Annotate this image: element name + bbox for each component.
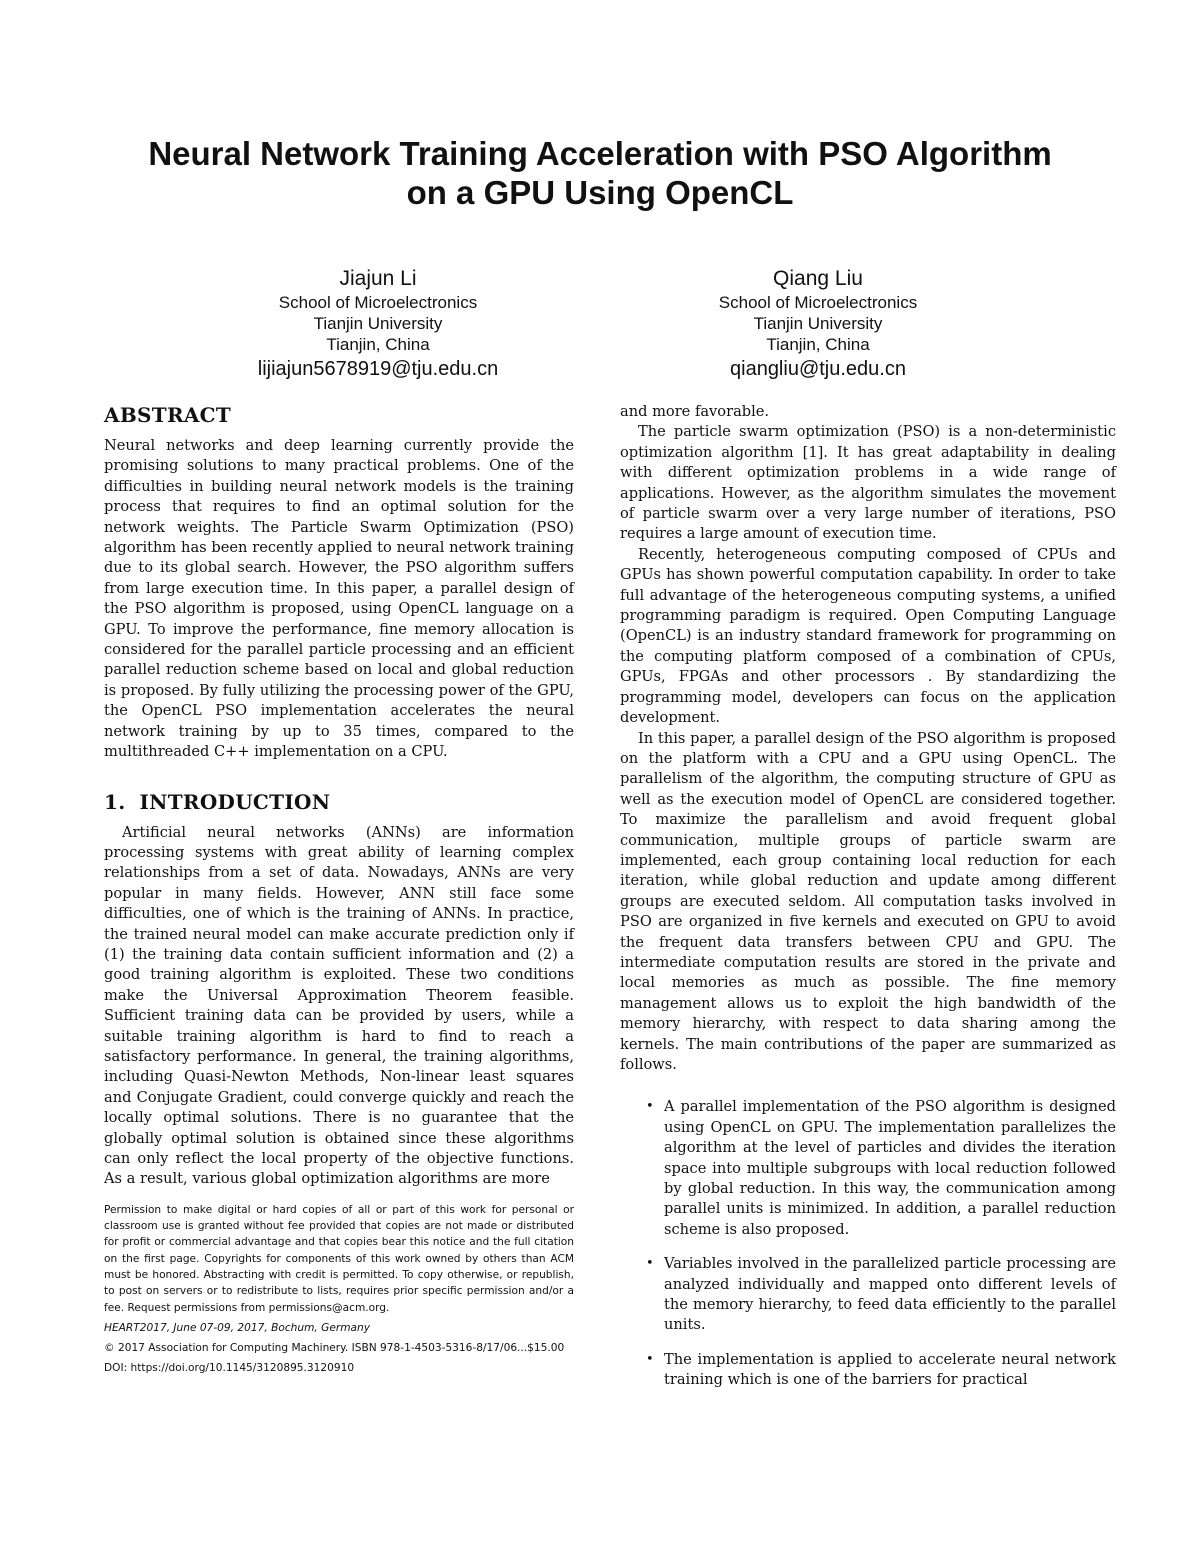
right-column	[620, 402, 1116, 1405]
section-number: 1.	[104, 789, 126, 814]
copyright-footnote	[104, 1202, 574, 1377]
bullet-icon: •	[646, 1256, 654, 1272]
list-item-text: The implementation is applied to accelerate neural network training which is one of the barriers for practical	[664, 1350, 1116, 1389]
title-line-1: Neural Network Training Acceleration with PSO Algorithm	[148, 135, 1052, 172]
author-name: Qiang Liu	[773, 267, 863, 290]
author-university: Tianjin University	[753, 314, 883, 333]
list-item-text: A parallel implementation of the PSO algorithm is designed using OpenCL on GPU. The implementation parallelizes the algorithm at the level of particles and divides the iteration space into multiple subgroups with local reduction followed by global reduction. In this way, the communication among parallel units is minimized. In addition, a parallel reduction scheme is also proposed.	[664, 1098, 1116, 1238]
intro-paragraph-1: Artificial neural networks (ANNs) are information processing systems with great ability of learning complex relationships from a set of data. Nowadays, ANNs are very popular in many fields. However, ANN still face some difficulties, one of which is the training of ANNs. In practice, the trained neural model can make accurate prediction only if (1) the training data contain sufficient information and (2) a good training algorithm is exploited. These two conditions make the Universal Approximation Theorem feasible. Sufficient training data can be provided by users, while a suitable training algorithm is hard to find to reach a satisfactory performance. In general, the training algorithms, including Quasi-Newton Methods, Non-linear least squares and Conjugate Gradient, could converge quickly and reach the locally optimal solutions. There is no guarantee that the globally optimal solution is obtained since these algorithms can only reflect the local property of the objective functions. As a result, various global optimization algorithms are more	[104, 823, 574, 1188]
paper-title	[60, 134, 1140, 212]
intro-paragraph-2: The particle swarm optimization (PSO) is a non-deterministic optimization algorithm [1]. It has great adaptability in dealing with different optimization problems in a wide range of applications. However, as the algorithm simulates the movement of particle swarm over a very large number of iterations, PSO requires a large amount of execution time.	[620, 423, 1116, 543]
intro-paragraph-3: Recently, heterogeneous computing composed of CPUs and GPUs has shown powerful computation capability. In order to take full advantage of the heterogeneous computing systems, a unified programming paradigm is required. Open Computing Language (OpenCL) is an industry standard framework for programming on the computing platform composed of a combination of CPUs, GPUs, FPGAs and other processors . By standardizing the programming model, developers can focus on the application development.	[620, 545, 1116, 727]
abstract-text: Neural networks and deep learning currently provide the promising solutions to many practical problems. One of the difficulties in building neural network models is the training process that requires to find an optimal solution for the network weights. The Particle Swarm Optimization (PSO) algorithm has been recently applied to neural network training due to its global search. However, the PSO algorithm suffers from large execution time. In this paper, a parallel design of the PSO algorithm is proposed, using OpenCL language on a GPU. To improve the performance, fine memory allocation is considered for the parallel particle processing and an efficient parallel reduction scheme based on local and global reduction is proposed. By fully utilizing the processing power of the GPU, the OpenCL PSO implementation accelerates the neural network training by up to 35 times, compared to the multithreaded C++ implementation on a CPU.	[104, 437, 574, 761]
abstract-heading: ABSTRACT	[104, 403, 232, 427]
list-item	[620, 1097, 1116, 1240]
conference-info: HEART2017, June 07-09, 2017, Bochum, Germany	[104, 1321, 371, 1334]
author-block-1	[168, 266, 588, 382]
title-line-2: on a GPU Using OpenCL	[406, 174, 794, 211]
introduction-heading	[104, 789, 574, 815]
permission-notice: Permission to make digital or hard copies of all or part of this work for personal or classroom use is granted without fee provided that copies are not made or distributed for profit or commercial advantage and that copies bear this notice and the full citation on the first page. Copyrights for components of this work owned by others than ACM must be honored. Abstracting with credit is permitted. To copy otherwise, or republish, to post on servers or to redistribute to lists, requires prior specific permission and/or a fee. Request permissions from permissions@acm.org.	[104, 1203, 574, 1314]
section-title: INTRODUCTION	[139, 789, 331, 814]
author-email[interactable]: lijiajun5678919@tju.edu.cn	[257, 358, 499, 380]
list-item	[620, 1254, 1116, 1336]
doi-link[interactable]: DOI: https://doi.org/10.1145/3120895.3120910	[104, 1362, 355, 1375]
author-university: Tianjin University	[313, 314, 443, 333]
bullet-icon: •	[646, 1351, 654, 1367]
left-column	[104, 402, 574, 1381]
author-city: Tianjin, China	[766, 335, 870, 354]
intro-paragraph-1-continued: and more favorable.	[620, 403, 770, 420]
author-name: Jiajun Li	[339, 267, 417, 290]
author-email[interactable]: qiangliu@tju.edu.cn	[730, 358, 906, 380]
author-city: Tianjin, China	[326, 335, 430, 354]
author-block-2	[608, 266, 1028, 382]
list-item	[620, 1350, 1116, 1391]
copyright-line: © 2017 Association for Computing Machinery. ISBN 978-1-4503-5316-8/17/06...$15.00	[104, 1342, 565, 1355]
intro-paragraph-4: In this paper, a parallel design of the PSO algorithm is proposed on the platform with a CPU and a GPU using OpenCL. The parallelism of the algorithm, the computing structure of GPU as well as the execution model of OpenCL are considered together. To maximize the parallelism and avoid frequent global communication, multiple groups of particle swarm are implemented, each group containing local reduction for each iteration, while global reduction and update among different groups are executed seldom. All computation tasks involved in PSO are organized in five kernels and executed on GPU to avoid the frequent data transfers between CPU and GPU. The intermediate computation results are stored in the private and local memories as much as possible. The fine memory management allows us to exploit the high bandwidth of the memory hierarchy, with respect to data sharing among the kernels. The main contributions of the paper are summarized as follows.	[620, 729, 1116, 1073]
author-department: School of Microelectronics	[718, 293, 918, 312]
bullet-icon: •	[646, 1099, 654, 1115]
list-item-text: Variables involved in the parallelized particle processing are analyzed individually and mapped onto different levels of the memory hierarchy, to feed data efficiently to the parallel units.	[664, 1255, 1116, 1334]
contributions-list	[620, 1097, 1116, 1390]
author-department: School of Microelectronics	[278, 293, 478, 312]
